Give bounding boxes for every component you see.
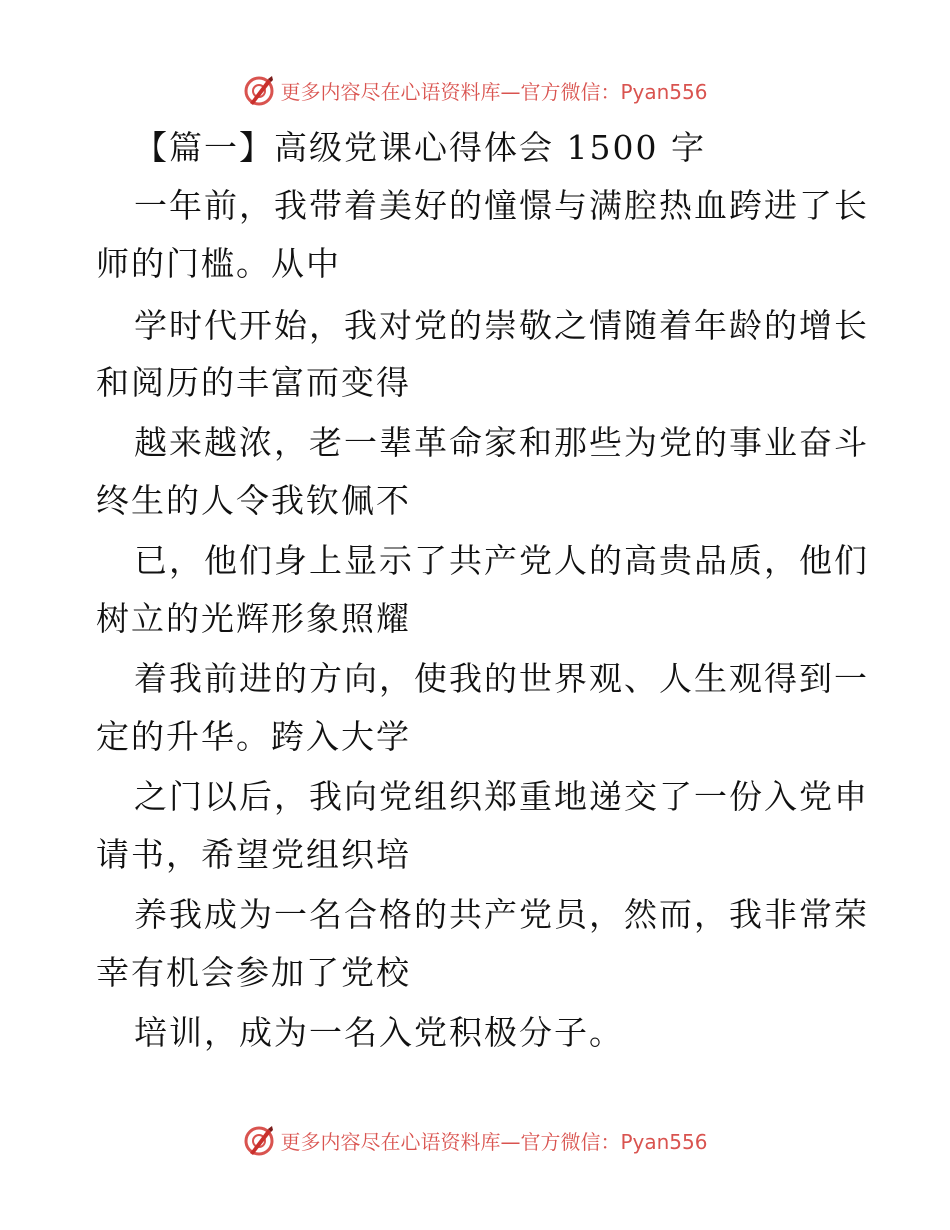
paragraph-line: 培训，成为一名入党积极分子。	[134, 1013, 624, 1052]
paragraph-line: 之门以后，我向党组织郑重地递交了一份入党申	[134, 777, 869, 816]
pen-circle-logo-icon	[242, 73, 276, 107]
paragraph-line: 越来越浓，老一辈革命家和那些为党的事业奋斗	[134, 423, 869, 462]
paragraph-line: 一年前，我带着美好的憧憬与满腔热血跨进了长	[134, 186, 869, 225]
paragraph-line: 着我前进的方向，使我的世界观、人生观得到一	[134, 659, 869, 698]
paragraph-line: 师的门槛。从中	[96, 244, 341, 283]
paragraph-line: 幸有机会参加了党校	[96, 953, 411, 992]
paragraph-line: 树立的光辉形象照耀	[96, 599, 411, 638]
paragraph-line: 养我成为一名合格的共产党员，然而，我非常荣	[134, 895, 869, 934]
header-watermark	[0, 70, 950, 110]
paragraph-line: 定的升华。跨入大学	[96, 717, 411, 756]
paragraph-line: 和阅历的丰富而变得	[96, 363, 411, 402]
paragraph-line: 终生的人令我钦佩不	[96, 481, 411, 520]
footer-watermark-text: 更多内容尽在心语资料库—官方微信：Pyan556	[280, 1129, 708, 1154]
paragraph-line: 学时代开始，我对党的崇敬之情随着年龄的增长	[134, 306, 869, 345]
paragraph-line: 已，他们身上显示了共产党人的高贵品质，他们	[134, 541, 869, 580]
header-watermark-text: 更多内容尽在心语资料库—官方微信：Pyan556	[280, 79, 708, 104]
footer-watermark	[0, 1120, 950, 1160]
paragraph-line: 请书，希望党组织培	[96, 835, 411, 874]
pen-circle-logo-icon	[242, 1123, 276, 1157]
document-title: 【篇一】高级党课心得体会 1500 字	[134, 128, 706, 167]
